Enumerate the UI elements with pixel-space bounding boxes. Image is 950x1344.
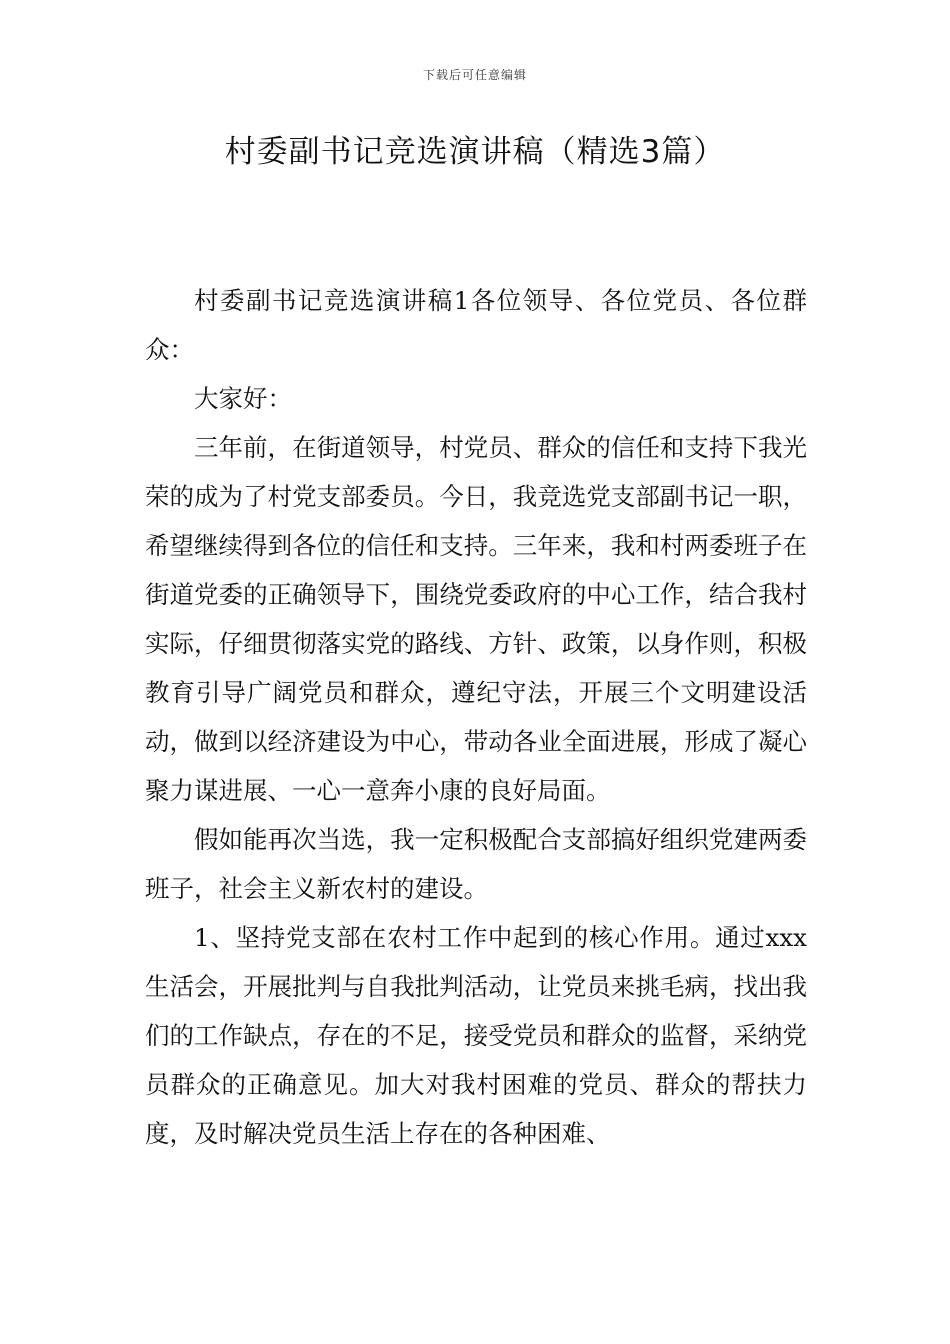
document-title: 村委副书记竞选演讲稿（精选3篇） [224, 134, 726, 170]
paragraph-hello: 大家好： [194, 384, 292, 413]
document-body [145, 276, 807, 1158]
header-note: 下载后可任意编辑 [422, 68, 527, 82]
paragraph-greeting: 村委副书记竞选演讲稿1各位领导、各位党员、各位群众： [145, 286, 807, 364]
paragraph-pledge: 假如能再次当选，我一定积极配合支部搞好组织党建两委班子，社会主义新农村的建设。 [145, 825, 807, 903]
paragraph-point-1: 1、坚持党支部在农村工作中起到的核心作用。通过xxx生活会，开展批判与自我批判活动，让党员来挑毛病，找出我们的工作缺点，存在的不足，接受党员和群众的监督，采纳党员群众的正确意见。加大对我村困难的党员、群众的帮扶力度，及时解决党员生活上存在的各种困难、 [145, 923, 807, 1148]
paragraph-review: 三年前，在街道领导，村党员、群众的信任和支持下我光荣的成为了村党支部委员。今日，我竞选党支部副书记一职，希望继续得到各位的信任和支持。三年来，我和村两委班子在街道党委的正确领导下，围绕党委政府的中心工作，结合我村实际，仔细贯彻落实党的路线、方针、政策，以身作则，积极教育引导广阔党员和群众，遵纪守法，开展三个文明建设活动，做到以经济建设为中心，带动各业全面进展，形成了凝心聚力谋进展、一心一意奔小康的良好局面。 [145, 433, 807, 805]
